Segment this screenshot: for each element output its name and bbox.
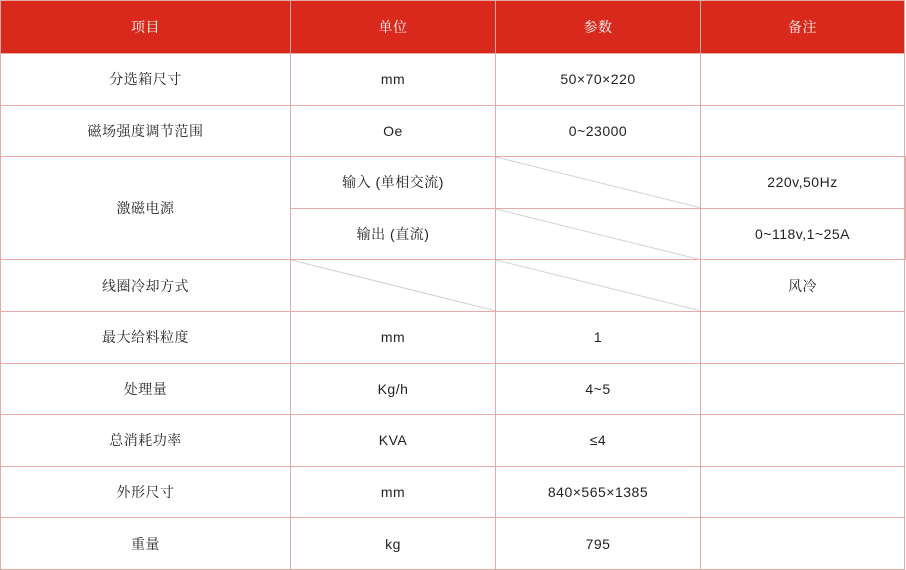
diagonal-slash-icon bbox=[496, 157, 700, 208]
cell-unit-empty bbox=[291, 260, 496, 312]
diagonal-slash-icon bbox=[496, 260, 700, 311]
cell-remark bbox=[905, 208, 906, 260]
cell-remark bbox=[701, 466, 905, 518]
cell-remark: 风冷 bbox=[701, 260, 905, 312]
cell-parameter: 840×565×1385 bbox=[496, 466, 701, 518]
column-header-remark: 备注 bbox=[701, 1, 905, 54]
cell-remark bbox=[701, 105, 905, 157]
cell-unit: kg bbox=[291, 518, 496, 570]
table-header-row bbox=[1, 1, 906, 54]
cell-unit-empty bbox=[496, 157, 701, 209]
table-body bbox=[1, 54, 906, 570]
cell-unit: mm bbox=[291, 466, 496, 518]
cell-remark bbox=[701, 311, 905, 363]
cell-unit: mm bbox=[291, 311, 496, 363]
table-header bbox=[1, 1, 906, 54]
cell-unit-empty bbox=[496, 208, 701, 260]
column-header-unit: 单位 bbox=[291, 1, 496, 54]
cell-item: 线圈冷却方式 bbox=[1, 260, 291, 312]
table-row bbox=[1, 415, 906, 467]
cell-unit: Kg/h bbox=[291, 363, 496, 415]
table-row bbox=[1, 363, 906, 415]
cell-unit: mm bbox=[291, 54, 496, 106]
cell-unit: KVA bbox=[291, 415, 496, 467]
cell-item-sub: 输入 (单相交流) bbox=[291, 157, 496, 209]
table-row bbox=[1, 311, 906, 363]
cell-parameter: 1 bbox=[496, 311, 701, 363]
table-row bbox=[1, 54, 906, 106]
cell-parameter: 50×70×220 bbox=[496, 54, 701, 106]
cell-item: 总消耗功率 bbox=[1, 415, 291, 467]
diagonal-slash-icon bbox=[291, 260, 495, 311]
cell-parameter: 0~118v,1~25A bbox=[701, 208, 905, 260]
cell-item: 最大给料粒度 bbox=[1, 311, 291, 363]
cell-parameter: 795 bbox=[496, 518, 701, 570]
table-row bbox=[1, 466, 906, 518]
table-row bbox=[1, 518, 906, 570]
cell-parameter: 0~23000 bbox=[496, 105, 701, 157]
cell-remark bbox=[701, 54, 905, 106]
cell-item: 处理量 bbox=[1, 363, 291, 415]
cell-item-group: 激磁电源 bbox=[1, 157, 291, 260]
cell-item-sub: 输出 (直流) bbox=[291, 208, 496, 260]
cell-remark bbox=[701, 363, 905, 415]
diagonal-slash-icon bbox=[496, 209, 700, 260]
cell-remark bbox=[701, 518, 905, 570]
cell-item: 分选箱尺寸 bbox=[1, 54, 291, 106]
table-row bbox=[1, 157, 906, 209]
column-header-parameter: 参数 bbox=[496, 1, 701, 54]
cell-parameter: 220v,50Hz bbox=[701, 157, 905, 209]
cell-parameter-empty bbox=[496, 260, 701, 312]
table-row bbox=[1, 260, 906, 312]
cell-parameter: 4~5 bbox=[496, 363, 701, 415]
cell-remark bbox=[701, 415, 905, 467]
cell-item: 外形尺寸 bbox=[1, 466, 291, 518]
cell-remark bbox=[905, 157, 906, 209]
cell-item: 磁场强度调节范围 bbox=[1, 105, 291, 157]
column-header-item: 项目 bbox=[1, 1, 291, 54]
cell-item: 重量 bbox=[1, 518, 291, 570]
table-row bbox=[1, 105, 906, 157]
cell-parameter: ≤4 bbox=[496, 415, 701, 467]
cell-unit: Oe bbox=[291, 105, 496, 157]
